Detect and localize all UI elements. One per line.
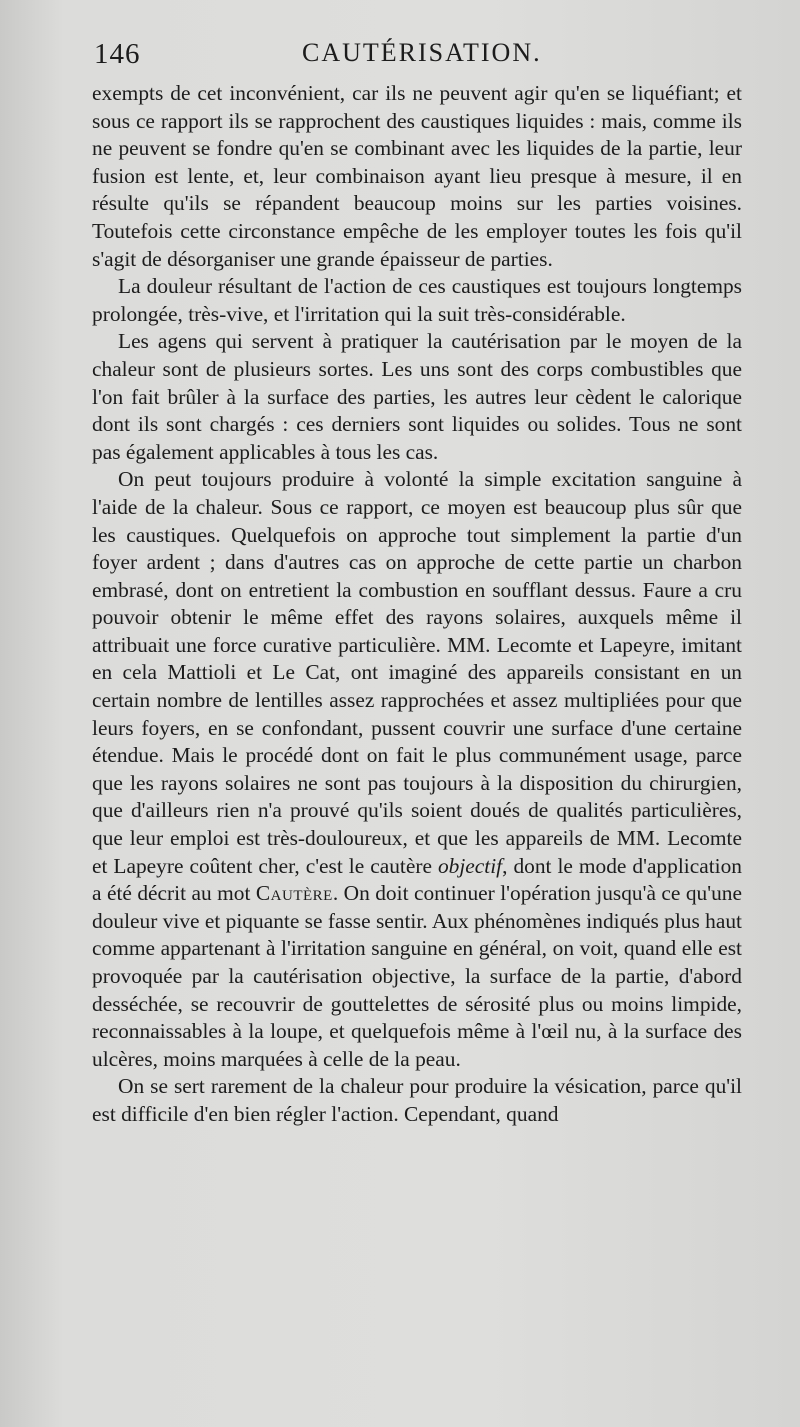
paragraph-4-part-2: , dont le mode d'application a été décrit au mot <box>92 853 742 906</box>
paragraph-1: exempts de cet inconvénient, car ils ne peuvent agir qu'en se liquéfiant; et sous ce rapport ils se rapprochent des caustiques liquides : mais, comme ils ne peuvent se fondre qu'en se combinant avec les liquides de la partie, leur fusion est lente, et, leur combinaison ayant lieu presque à mesure, il en résulte qu'ils se répandent beaucoup moins sur les parties voisines. Toutefois cette circonstance empêche de les employer toutes les fois qu'il s'agit de désorganiser une grande épaisseur de parties. <box>92 81 742 271</box>
running-title: CAUTÉRISATION. <box>302 38 542 67</box>
paragraph-4-part-3: . On doit continuer l'opération jusqu'à ce qu'une douleur vive et piquante se fasse sentir. Aux phénomènes indiqués plus haut comme appartenant à l'irritation sanguine en général, on voit, quand elle est provoquée par la cautérisation objective, la surface de la partie, d'abord desséchée, se recouvrir de gouttelettes de sérosité plus ou moins limpide, reconnaissables à la loupe, et quelquefois même à l'œil nu, à la surface des ulcères, moins marquées à celle de la peau. <box>92 881 742 1071</box>
body-text <box>92 80 742 1129</box>
paragraph-5: On se sert rarement de la chaleur pour produire la vésication, parce qu'il est difficile d'en bien régler l'action. Cependant, quand <box>92 1074 742 1126</box>
page-header <box>94 38 744 74</box>
smallcaps-term-cautere: Cautère <box>255 881 333 906</box>
paragraph-3: Les agens qui servent à pratiquer la cautérisation par le moyen de la chaleur sont de plusieurs sortes. Les uns sont des corps combustibles que l'on fait brûler à la surface des parties, les autres leur cèdent le calorique dont ils sont chargés : ces derniers sont liquides ou solides. Tous ne sont pas également applicables à tous les cas. <box>92 329 742 464</box>
paragraph-2: La douleur résultant de l'action de ces caustiques est toujours longtemps prolongée, très-vive, et l'irritation qui la suit très-considérable. <box>92 274 742 326</box>
paragraph-4-part-1: On peut toujours produire à volonté la simple excitation sanguine à l'aide de la chaleur. Sous ce rapport, ce moyen est beaucoup plus sûr que les caustiques. Quelquefois on approche tout simplement la partie d'un foyer ardent ; dans d'autres cas on approche de cette partie un charbon embrasé, dont on entretient la combustion en soufflant dessus. Faure a cru pouvoir obtenir le même effet des rayons solaires, auxquels même il attribuait une force curative particulière. MM. Lecomte et Lapeyre, imitant en cela Mattioli et Le Cat, ont imaginé des appareils consistant en un certain nombre de lentilles assez rapprochées et assez multipliées pour que leurs foyers, en se confondant, pussent couvrir une surface d'une certaine étendue. Mais le procédé dont on fait le plus communément usage, parce que les rayons solaires ne sont pas toujours à la disposition du chirurgien, que d'ailleurs rien n'a prouvé qu'ils soient doués de qualités particulières, que leur emploi est très-douloureux, et que les appareils de MM. Lecomte et Lapeyre coûtent cher, c'est le cautère <box>92 467 742 878</box>
paragraph-4 <box>92 466 742 1073</box>
page-number: 146 <box>94 38 141 70</box>
italic-term-objectif: objectif <box>437 853 503 878</box>
